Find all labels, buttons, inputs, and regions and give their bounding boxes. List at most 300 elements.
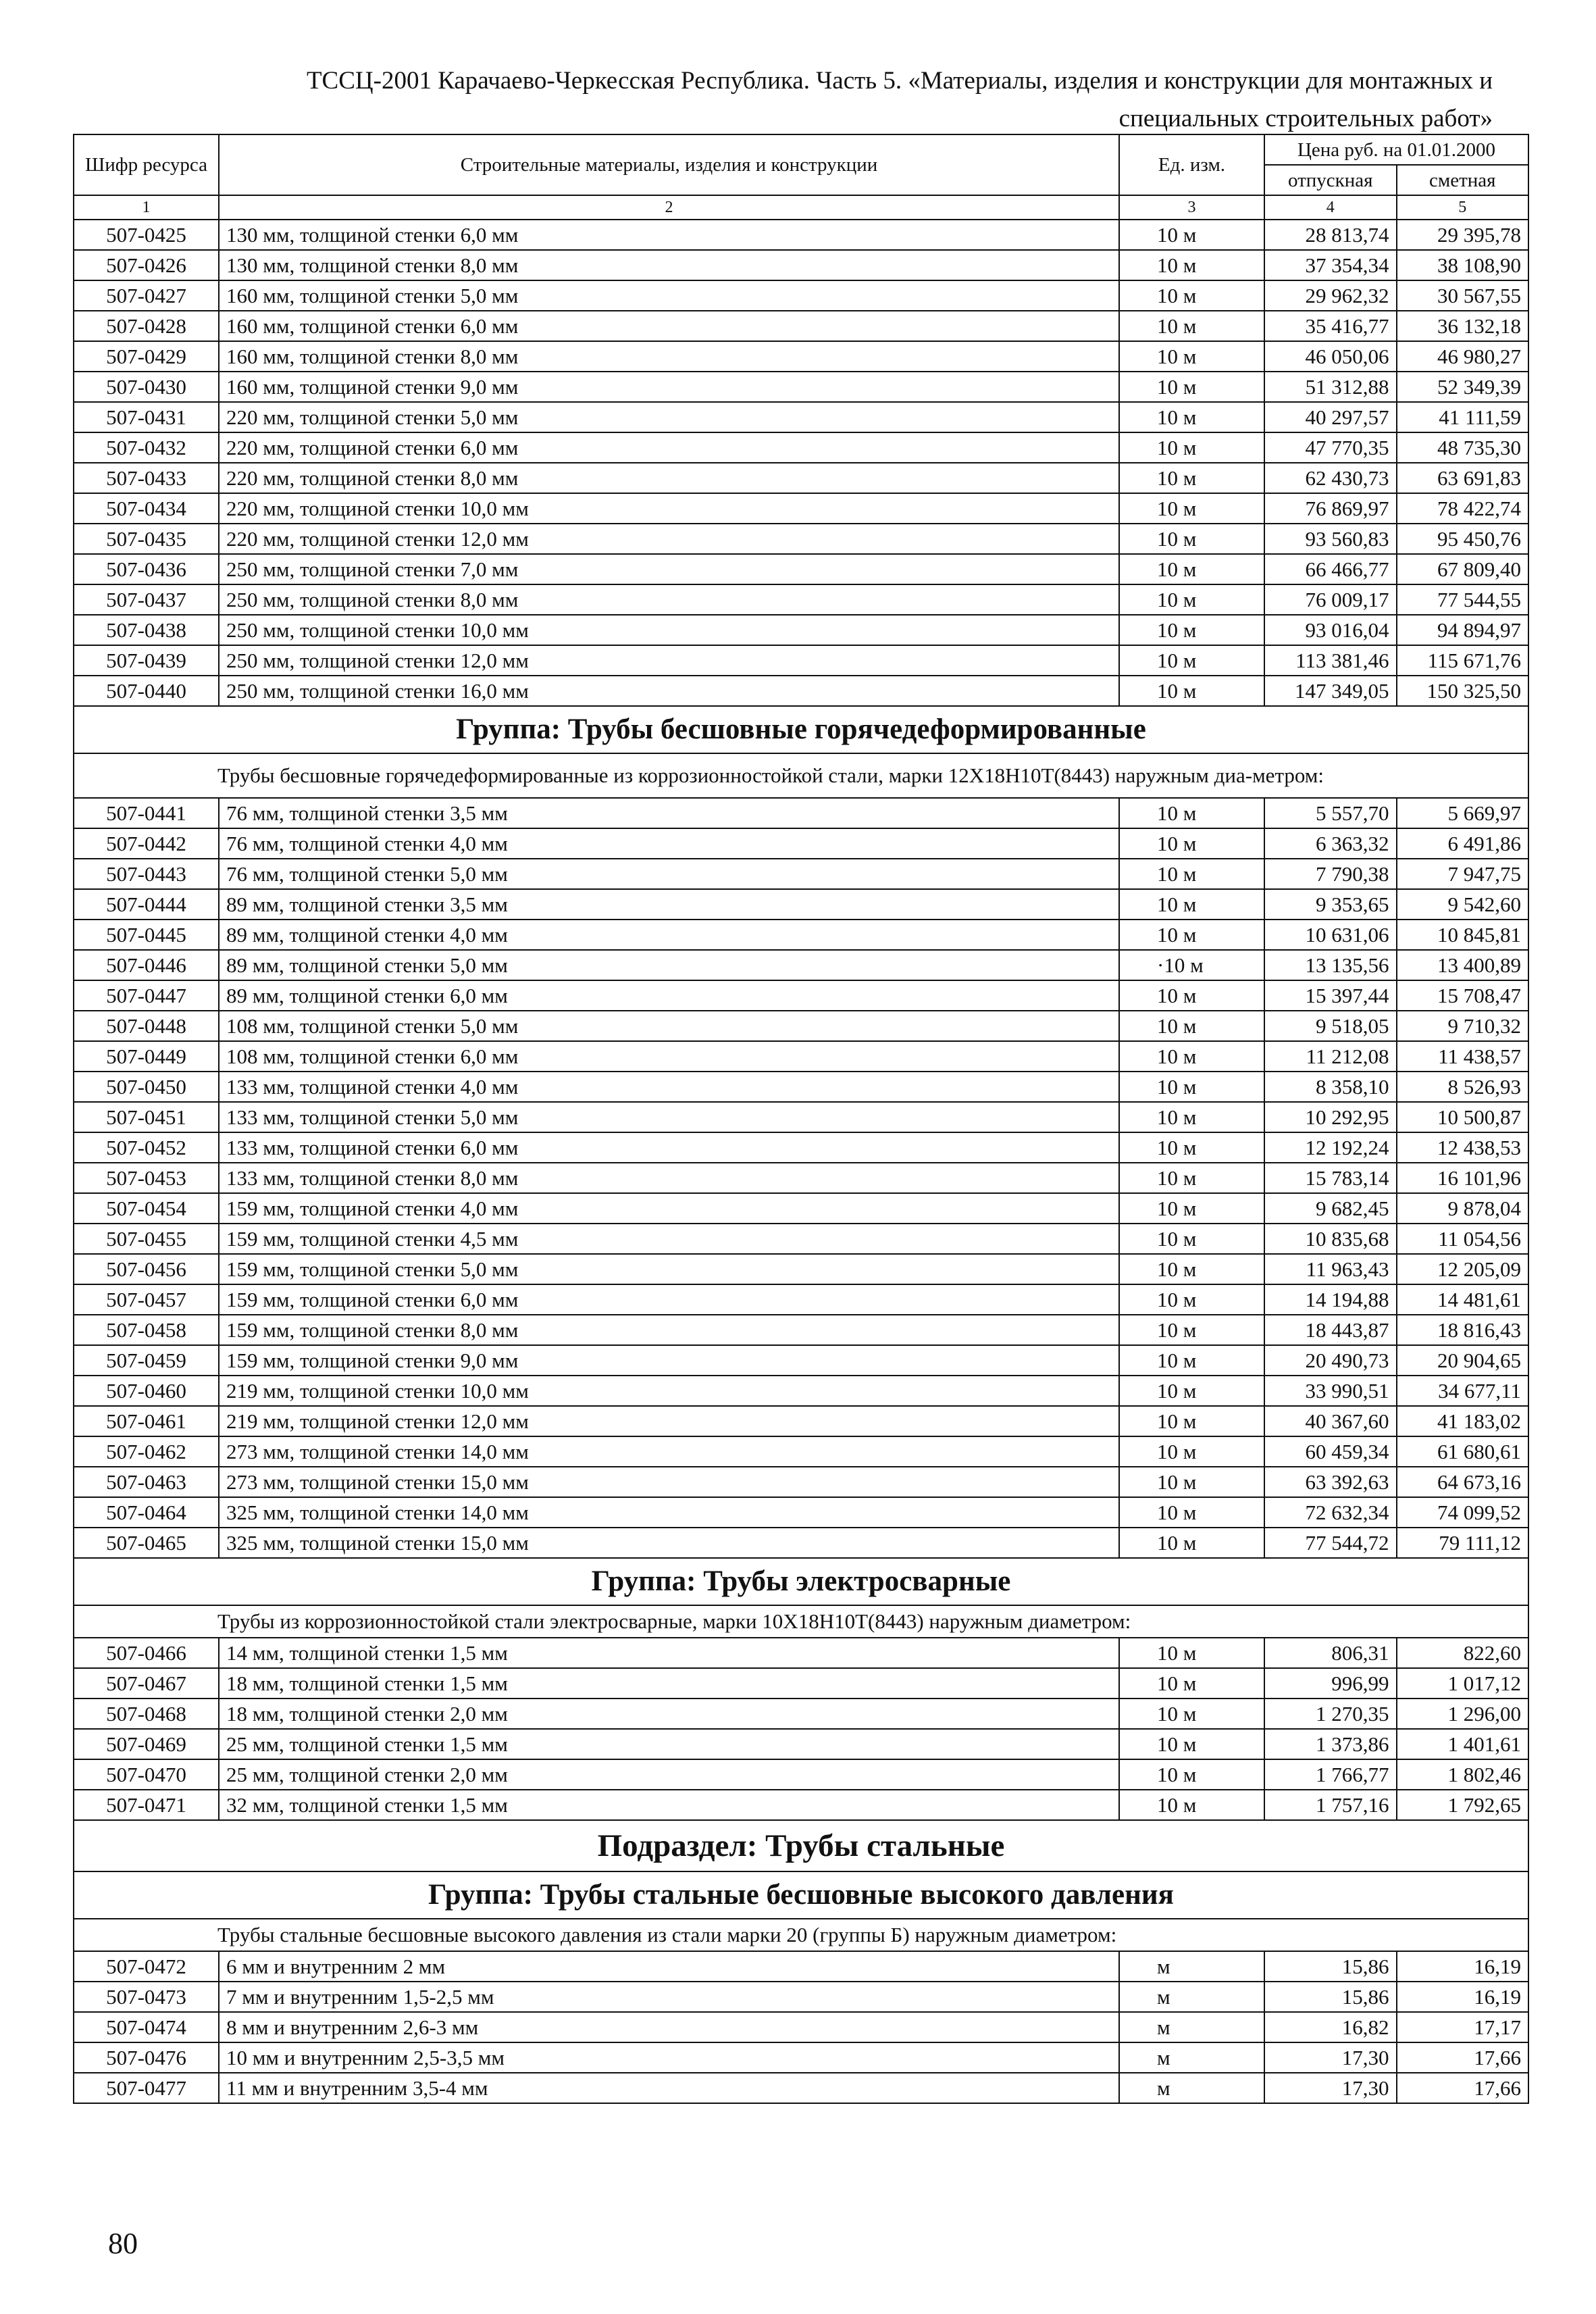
release-price-cell: 15 397,44 xyxy=(1264,980,1397,1011)
table-row xyxy=(74,1436,1528,1467)
release-price-cell: 33 990,51 xyxy=(1264,1376,1397,1406)
table-row xyxy=(74,1072,1528,1102)
page-number: 80 xyxy=(108,2227,138,2260)
resource-code-cell: 507-0472 xyxy=(74,1951,219,1982)
resource-code-cell: 507-0466 xyxy=(74,1638,219,1668)
estimate-price-cell: 13 400,89 xyxy=(1397,950,1529,980)
resource-code-cell: 507-0439 xyxy=(74,645,219,676)
resource-code-cell: 507-0467 xyxy=(74,1668,219,1699)
material-name-cell: 159 мм, толщиной стенки 4,0 мм xyxy=(219,1193,1119,1224)
release-price-cell: 13 135,56 xyxy=(1264,950,1397,980)
resource-code-cell: 507-0474 xyxy=(74,2012,219,2042)
release-price-cell: 66 466,77 xyxy=(1264,554,1397,584)
unit-cell: 10 м xyxy=(1119,1759,1264,1790)
group-electrowelded xyxy=(74,1558,1528,1638)
estimate-price-cell: 11 438,57 xyxy=(1397,1041,1529,1072)
release-price-cell: 18 443,87 xyxy=(1264,1315,1397,1345)
col-number-1: 1 xyxy=(74,195,219,220)
subsection-title-row xyxy=(74,1820,1528,1871)
resource-code-cell: 507-0462 xyxy=(74,1436,219,1467)
material-name-cell: 10 мм и внутренним 2,5-3,5 мм xyxy=(219,2042,1119,2073)
estimate-price-cell: 12 205,09 xyxy=(1397,1254,1529,1284)
rows-block-1 xyxy=(74,220,1528,706)
release-price-cell: 20 490,73 xyxy=(1264,1345,1397,1376)
estimate-price-cell: 77 544,55 xyxy=(1397,584,1529,615)
release-price-cell: 72 632,34 xyxy=(1264,1497,1397,1528)
table-row xyxy=(74,1011,1528,1041)
estimate-price-cell: 16,19 xyxy=(1397,1951,1529,1982)
unit-cell: 10 м xyxy=(1119,980,1264,1011)
resource-code-cell: 507-0454 xyxy=(74,1193,219,1224)
release-price-cell: 93 560,83 xyxy=(1264,524,1397,554)
material-name-cell: 14 мм, толщиной стенки 1,5 мм xyxy=(219,1638,1119,1668)
table-row xyxy=(74,676,1528,706)
release-price-cell: 10 835,68 xyxy=(1264,1224,1397,1254)
table-row xyxy=(74,220,1528,250)
release-price-cell: 7 790,38 xyxy=(1264,859,1397,889)
material-name-cell: 89 мм, толщиной стенки 4,0 мм xyxy=(219,920,1119,950)
material-name-cell: 219 мм, толщиной стенки 10,0 мм xyxy=(219,1376,1119,1406)
unit-cell: 10 м xyxy=(1119,1668,1264,1699)
release-price-cell: 9 682,45 xyxy=(1264,1193,1397,1224)
resource-code-cell: 507-0425 xyxy=(74,220,219,250)
resource-code-cell: 507-0473 xyxy=(74,1982,219,2012)
group-description: Трубы стальные бесшовные высокого давления из стали марки 20 (группы Б) наружным диаметром: xyxy=(74,1919,1528,1951)
resource-code-cell: 507-0449 xyxy=(74,1041,219,1072)
table-row xyxy=(74,980,1528,1011)
col-unit-header: Ед. изм. xyxy=(1119,134,1264,195)
table-row xyxy=(74,1467,1528,1497)
group-title: Группа: Трубы бесшовные горячедеформированные xyxy=(74,706,1528,753)
unit-cell: 10 м xyxy=(1119,280,1264,311)
group-description: Трубы из коррозионностойкой стали электросварные, марки 10Х18Н10Т(8443) наружным диаметром: xyxy=(74,1605,1528,1638)
table-header-row xyxy=(74,134,1528,165)
release-price-cell: 9 353,65 xyxy=(1264,889,1397,920)
resource-code-cell: 507-0435 xyxy=(74,524,219,554)
table-row xyxy=(74,1315,1528,1345)
table-row xyxy=(74,311,1528,341)
release-price-cell: 29 962,32 xyxy=(1264,280,1397,311)
table-row xyxy=(74,1497,1528,1528)
estimate-price-cell: 41 183,02 xyxy=(1397,1406,1529,1436)
group-title: Группа: Трубы стальные бесшовные высокого давления xyxy=(74,1871,1528,1919)
col-number-4: 4 xyxy=(1264,195,1397,220)
table-row xyxy=(74,950,1528,980)
estimate-price-cell: 9 878,04 xyxy=(1397,1193,1529,1224)
estimate-price-cell: 822,60 xyxy=(1397,1638,1529,1668)
resource-code-cell: 507-0448 xyxy=(74,1011,219,1041)
estimate-price-cell: 9 542,60 xyxy=(1397,889,1529,920)
material-name-cell: 7 мм и внутренним 1,5-2,5 мм xyxy=(219,1982,1119,2012)
table-row xyxy=(74,1376,1528,1406)
material-name-cell: 220 мм, толщиной стенки 12,0 мм xyxy=(219,524,1119,554)
resource-code-cell: 507-0432 xyxy=(74,432,219,463)
resource-code-cell: 507-0450 xyxy=(74,1072,219,1102)
unit-cell: 10 м xyxy=(1119,615,1264,645)
unit-cell: 10 м xyxy=(1119,859,1264,889)
release-price-cell: 14 194,88 xyxy=(1264,1284,1397,1315)
resource-code-cell: 507-0445 xyxy=(74,920,219,950)
estimate-price-cell: 18 816,43 xyxy=(1397,1315,1529,1345)
resource-code-cell: 507-0451 xyxy=(74,1102,219,1132)
table-row xyxy=(74,1193,1528,1224)
group-title-row xyxy=(74,1871,1528,1919)
material-name-cell: 250 мм, толщиной стенки 7,0 мм xyxy=(219,554,1119,584)
estimate-price-cell: 5 669,97 xyxy=(1397,798,1529,828)
material-name-cell: 130 мм, толщиной стенки 8,0 мм xyxy=(219,250,1119,280)
material-name-cell: 220 мм, толщиной стенки 5,0 мм xyxy=(219,402,1119,432)
estimate-price-cell: 74 099,52 xyxy=(1397,1497,1529,1528)
table-row xyxy=(74,1345,1528,1376)
estimate-price-cell: 36 132,18 xyxy=(1397,311,1529,341)
resource-code-cell: 507-0447 xyxy=(74,980,219,1011)
release-price-cell: 93 016,04 xyxy=(1264,615,1397,645)
unit-cell: 10 м xyxy=(1119,1193,1264,1224)
table-row xyxy=(74,584,1528,615)
unit-cell: 10 м xyxy=(1119,524,1264,554)
unit-cell: 10 м xyxy=(1119,1729,1264,1759)
release-price-cell: 76 869,97 xyxy=(1264,493,1397,524)
material-name-cell: 159 мм, толщиной стенки 5,0 мм xyxy=(219,1254,1119,1284)
col-estimate-header: сметная xyxy=(1397,165,1529,195)
material-name-cell: 160 мм, толщиной стенки 8,0 мм xyxy=(219,341,1119,372)
table-row xyxy=(74,645,1528,676)
unit-cell: 10 м xyxy=(1119,311,1264,341)
release-price-cell: 51 312,88 xyxy=(1264,372,1397,402)
material-name-cell: 76 мм, толщиной стенки 5,0 мм xyxy=(219,859,1119,889)
estimate-price-cell: 115 671,76 xyxy=(1397,645,1529,676)
unit-cell: 10 м xyxy=(1119,1072,1264,1102)
release-price-cell: 17,30 xyxy=(1264,2042,1397,2073)
material-name-cell: 273 мм, толщиной стенки 15,0 мм xyxy=(219,1467,1119,1497)
release-price-cell: 8 358,10 xyxy=(1264,1072,1397,1102)
material-name-cell: 325 мм, толщиной стенки 14,0 мм xyxy=(219,1497,1119,1528)
unit-cell: м xyxy=(1119,2073,1264,2103)
resource-code-cell: 507-0465 xyxy=(74,1528,219,1558)
column-number-row xyxy=(74,195,1528,220)
table-row xyxy=(74,1163,1528,1193)
estimate-price-cell: 63 691,83 xyxy=(1397,463,1529,493)
estimate-price-cell: 6 491,86 xyxy=(1397,828,1529,859)
unit-cell: 10 м xyxy=(1119,554,1264,584)
material-name-cell: 89 мм, толщиной стенки 6,0 мм xyxy=(219,980,1119,1011)
col-name-header: Строительные материалы, изделия и конструкции xyxy=(219,134,1119,195)
material-name-cell: 108 мм, толщиной стенки 5,0 мм xyxy=(219,1011,1119,1041)
resource-code-cell: 507-0477 xyxy=(74,2073,219,2103)
rows-block-3 xyxy=(74,1638,1528,1820)
table-row xyxy=(74,798,1528,828)
group-description-row xyxy=(74,753,1528,798)
release-price-cell: 46 050,06 xyxy=(1264,341,1397,372)
table-row xyxy=(74,1102,1528,1132)
table-row xyxy=(74,402,1528,432)
release-price-cell: 996,99 xyxy=(1264,1668,1397,1699)
resource-code-cell: 507-0431 xyxy=(74,402,219,432)
estimate-price-cell: 10 500,87 xyxy=(1397,1102,1529,1132)
resource-code-cell: 507-0459 xyxy=(74,1345,219,1376)
release-price-cell: 9 518,05 xyxy=(1264,1011,1397,1041)
unit-cell: 10 м xyxy=(1119,463,1264,493)
estimate-price-cell: 34 677,11 xyxy=(1397,1376,1529,1406)
unit-cell: 10 м xyxy=(1119,493,1264,524)
material-name-cell: 130 мм, толщиной стенки 6,0 мм xyxy=(219,220,1119,250)
unit-cell: 10 м xyxy=(1119,1638,1264,1668)
release-price-cell: 1 270,35 xyxy=(1264,1699,1397,1729)
release-price-cell: 15,86 xyxy=(1264,1982,1397,2012)
resource-code-cell: 507-0442 xyxy=(74,828,219,859)
unit-cell: 10 м xyxy=(1119,584,1264,615)
estimate-price-cell: 1 296,00 xyxy=(1397,1699,1529,1729)
unit-cell: 10 м xyxy=(1119,1132,1264,1163)
unit-cell: 10 м xyxy=(1119,828,1264,859)
header-line-2: специальных строительных работ» xyxy=(1118,105,1493,132)
resource-code-cell: 507-0429 xyxy=(74,341,219,372)
table-row xyxy=(74,341,1528,372)
material-name-cell: 11 мм и внутренним 3,5-4 мм xyxy=(219,2073,1119,2103)
unit-cell: 10 м xyxy=(1119,676,1264,706)
estimate-price-cell: 14 481,61 xyxy=(1397,1284,1529,1315)
rows-block-4 xyxy=(74,1951,1528,2103)
col-code-header: Шифр ресурса xyxy=(74,134,219,195)
resource-code-cell: 507-0470 xyxy=(74,1759,219,1790)
release-price-cell: 40 297,57 xyxy=(1264,402,1397,432)
estimate-price-cell: 95 450,76 xyxy=(1397,524,1529,554)
table-row xyxy=(74,1284,1528,1315)
table-row xyxy=(74,1668,1528,1699)
material-name-cell: 133 мм, толщиной стенки 5,0 мм xyxy=(219,1102,1119,1132)
table-row xyxy=(74,1790,1528,1820)
table-row xyxy=(74,1528,1528,1558)
estimate-price-cell: 1 792,65 xyxy=(1397,1790,1529,1820)
price-table xyxy=(73,134,1529,2104)
estimate-price-cell: 11 054,56 xyxy=(1397,1224,1529,1254)
material-name-cell: 6 мм и внутренним 2 мм xyxy=(219,1951,1119,1982)
resource-code-cell: 507-0434 xyxy=(74,493,219,524)
table-row xyxy=(74,1254,1528,1284)
unit-cell: 10 м xyxy=(1119,1467,1264,1497)
unit-cell: 10 м xyxy=(1119,1254,1264,1284)
resource-code-cell: 507-0428 xyxy=(74,311,219,341)
resource-code-cell: 507-0456 xyxy=(74,1254,219,1284)
unit-cell: 10 м xyxy=(1119,341,1264,372)
resource-code-cell: 507-0458 xyxy=(74,1315,219,1345)
estimate-price-cell: 41 111,59 xyxy=(1397,402,1529,432)
resource-code-cell: 507-0457 xyxy=(74,1284,219,1315)
material-name-cell: 159 мм, толщиной стенки 4,5 мм xyxy=(219,1224,1119,1254)
unit-cell: 10 м xyxy=(1119,432,1264,463)
resource-code-cell: 507-0461 xyxy=(74,1406,219,1436)
unit-cell: 10 м xyxy=(1119,645,1264,676)
material-name-cell: 325 мм, толщиной стенки 15,0 мм xyxy=(219,1528,1119,1558)
release-price-cell: 35 416,77 xyxy=(1264,311,1397,341)
unit-cell: 10 м xyxy=(1119,1041,1264,1072)
group-title-row xyxy=(74,706,1528,753)
unit-cell: 10 м xyxy=(1119,1284,1264,1315)
col-price-header: Цена руб. на 01.01.2000 xyxy=(1264,134,1528,165)
table-row xyxy=(74,1638,1528,1668)
release-price-cell: 37 354,34 xyxy=(1264,250,1397,280)
table-row xyxy=(74,250,1528,280)
resource-code-cell: 507-0444 xyxy=(74,889,219,920)
resource-code-cell: 507-0438 xyxy=(74,615,219,645)
group-description-row xyxy=(74,1605,1528,1638)
table-row xyxy=(74,1699,1528,1729)
release-price-cell: 16,82 xyxy=(1264,2012,1397,2042)
group-title: Группа: Трубы электросварные xyxy=(74,1558,1528,1605)
release-price-cell: 10 631,06 xyxy=(1264,920,1397,950)
release-price-cell: 15,86 xyxy=(1264,1951,1397,1982)
group-title-row xyxy=(74,1558,1528,1605)
material-name-cell: 25 мм, толщиной стенки 2,0 мм xyxy=(219,1759,1119,1790)
table-row xyxy=(74,524,1528,554)
estimate-price-cell: 61 680,61 xyxy=(1397,1436,1529,1467)
material-name-cell: 160 мм, толщиной стенки 6,0 мм xyxy=(219,311,1119,341)
table-row xyxy=(74,1982,1528,2012)
unit-cell: 10 м xyxy=(1119,402,1264,432)
release-price-cell: 11 212,08 xyxy=(1264,1041,1397,1072)
material-name-cell: 160 мм, толщиной стенки 5,0 мм xyxy=(219,280,1119,311)
release-price-cell: 806,31 xyxy=(1264,1638,1397,1668)
material-name-cell: 250 мм, толщиной стенки 16,0 мм xyxy=(219,676,1119,706)
estimate-price-cell: 78 422,74 xyxy=(1397,493,1529,524)
table-row xyxy=(74,493,1528,524)
resource-code-cell: 507-0469 xyxy=(74,1729,219,1759)
resource-code-cell: 507-0455 xyxy=(74,1224,219,1254)
material-name-cell: 76 мм, толщиной стенки 3,5 мм xyxy=(219,798,1119,828)
estimate-price-cell: 9 710,32 xyxy=(1397,1011,1529,1041)
subsection-title: Подраздел: Трубы стальные xyxy=(74,1820,1528,1871)
estimate-price-cell: 38 108,90 xyxy=(1397,250,1529,280)
release-price-cell: 17,30 xyxy=(1264,2073,1397,2103)
rows-block-2 xyxy=(74,798,1528,1558)
resource-code-cell: 507-0440 xyxy=(74,676,219,706)
table-row xyxy=(74,1041,1528,1072)
material-name-cell: 18 мм, толщиной стенки 1,5 мм xyxy=(219,1668,1119,1699)
release-price-cell: 12 192,24 xyxy=(1264,1132,1397,1163)
material-name-cell: 220 мм, толщиной стенки 6,0 мм xyxy=(219,432,1119,463)
estimate-price-cell: 17,66 xyxy=(1397,2073,1529,2103)
release-price-cell: 5 557,70 xyxy=(1264,798,1397,828)
estimate-price-cell: 12 438,53 xyxy=(1397,1132,1529,1163)
estimate-price-cell: 1 802,46 xyxy=(1397,1759,1529,1790)
estimate-price-cell: 1 401,61 xyxy=(1397,1729,1529,1759)
material-name-cell: 159 мм, толщиной стенки 8,0 мм xyxy=(219,1315,1119,1345)
release-price-cell: 113 381,46 xyxy=(1264,645,1397,676)
material-name-cell: 76 мм, толщиной стенки 4,0 мм xyxy=(219,828,1119,859)
material-name-cell: 159 мм, толщиной стенки 6,0 мм xyxy=(219,1284,1119,1315)
release-price-cell: 147 349,05 xyxy=(1264,676,1397,706)
material-name-cell: 25 мм, толщиной стенки 1,5 мм xyxy=(219,1729,1119,1759)
resource-code-cell: 507-0471 xyxy=(74,1790,219,1820)
release-price-cell: 1 373,86 xyxy=(1264,1729,1397,1759)
table-row xyxy=(74,1406,1528,1436)
material-name-cell: 133 мм, толщиной стенки 8,0 мм xyxy=(219,1163,1119,1193)
estimate-price-cell: 1 017,12 xyxy=(1397,1668,1529,1699)
material-name-cell: 250 мм, толщиной стенки 8,0 мм xyxy=(219,584,1119,615)
col-number-3: 3 xyxy=(1119,195,1264,220)
estimate-price-cell: 20 904,65 xyxy=(1397,1345,1529,1376)
unit-cell: м xyxy=(1119,1951,1264,1982)
table-row xyxy=(74,2073,1528,2103)
estimate-price-cell: 10 845,81 xyxy=(1397,920,1529,950)
resource-code-cell: 507-0433 xyxy=(74,463,219,493)
estimate-price-cell: 8 526,93 xyxy=(1397,1072,1529,1102)
material-name-cell: 273 мм, толщиной стенки 14,0 мм xyxy=(219,1436,1119,1467)
table-row xyxy=(74,554,1528,584)
table-row xyxy=(74,1224,1528,1254)
material-name-cell: 159 мм, толщиной стенки 9,0 мм xyxy=(219,1345,1119,1376)
resource-code-cell: 507-0464 xyxy=(74,1497,219,1528)
table-row xyxy=(74,1951,1528,1982)
unit-cell: 10 м xyxy=(1119,1224,1264,1254)
resource-code-cell: 507-0446 xyxy=(74,950,219,980)
estimate-price-cell: 46 980,27 xyxy=(1397,341,1529,372)
table-row xyxy=(74,280,1528,311)
release-price-cell: 6 363,32 xyxy=(1264,828,1397,859)
material-name-cell: 32 мм, толщиной стенки 1,5 мм xyxy=(219,1790,1119,1820)
col-number-5: 5 xyxy=(1397,195,1529,220)
unit-cell: 10 м xyxy=(1119,1436,1264,1467)
group-description: Трубы бесшовные горячедеформированные из коррозионностойкой стали, марки 12Х18Н10Т(8443) наружным диа-метром: xyxy=(74,753,1528,798)
resource-code-cell: 507-0426 xyxy=(74,250,219,280)
material-name-cell: 108 мм, толщиной стенки 6,0 мм xyxy=(219,1041,1119,1072)
header-line-1: ТССЦ-2001 Карачаево-Черкесская Республика. Часть 5. «Материалы, изделия и конструкции для монтажных и xyxy=(306,67,1493,95)
estimate-price-cell: 17,17 xyxy=(1397,2012,1529,2042)
unit-cell: 10 м xyxy=(1119,1376,1264,1406)
resource-code-cell: 507-0437 xyxy=(74,584,219,615)
material-name-cell: 250 мм, толщиной стенки 12,0 мм xyxy=(219,645,1119,676)
table-row xyxy=(74,615,1528,645)
table-row xyxy=(74,1759,1528,1790)
group-seamless xyxy=(74,706,1528,798)
material-name-cell: 133 мм, толщиной стенки 4,0 мм xyxy=(219,1072,1119,1102)
resource-code-cell: 507-0441 xyxy=(74,798,219,828)
material-name-cell: 8 мм и внутренним 2,6-3 мм xyxy=(219,2012,1119,2042)
release-price-cell: 62 430,73 xyxy=(1264,463,1397,493)
unit-cell: 10 м xyxy=(1119,1790,1264,1820)
release-price-cell: 63 392,63 xyxy=(1264,1467,1397,1497)
material-name-cell: 133 мм, толщиной стенки 6,0 мм xyxy=(219,1132,1119,1163)
unit-cell: 10 м xyxy=(1119,1699,1264,1729)
estimate-price-cell: 17,66 xyxy=(1397,2042,1529,2073)
unit-cell: 10 м xyxy=(1119,889,1264,920)
unit-cell: м xyxy=(1119,2042,1264,2073)
unit-cell: 10 м xyxy=(1119,372,1264,402)
release-price-cell: 1 757,16 xyxy=(1264,1790,1397,1820)
unit-cell: 10 м xyxy=(1119,798,1264,828)
unit-cell: 10 м xyxy=(1119,1011,1264,1041)
unit-cell: 10 м xyxy=(1119,1406,1264,1436)
page-header xyxy=(68,62,1493,138)
material-name-cell: 89 мм, толщиной стенки 3,5 мм xyxy=(219,889,1119,920)
unit-cell: 10 м xyxy=(1119,1528,1264,1558)
resource-code-cell: 507-0452 xyxy=(74,1132,219,1163)
table-row xyxy=(74,889,1528,920)
estimate-price-cell: 7 947,75 xyxy=(1397,859,1529,889)
material-name-cell: 160 мм, толщиной стенки 9,0 мм xyxy=(219,372,1119,402)
estimate-price-cell: 79 111,12 xyxy=(1397,1528,1529,1558)
material-name-cell: 89 мм, толщиной стенки 5,0 мм xyxy=(219,950,1119,980)
resource-code-cell: 507-0463 xyxy=(74,1467,219,1497)
estimate-price-cell: 64 673,16 xyxy=(1397,1467,1529,1497)
subsection-steel xyxy=(74,1820,1528,1951)
estimate-price-cell: 30 567,55 xyxy=(1397,280,1529,311)
unit-cell: 10 м xyxy=(1119,250,1264,280)
material-name-cell: 250 мм, толщиной стенки 10,0 мм xyxy=(219,615,1119,645)
estimate-price-cell: 150 325,50 xyxy=(1397,676,1529,706)
estimate-price-cell: 48 735,30 xyxy=(1397,432,1529,463)
resource-code-cell: 507-0436 xyxy=(74,554,219,584)
